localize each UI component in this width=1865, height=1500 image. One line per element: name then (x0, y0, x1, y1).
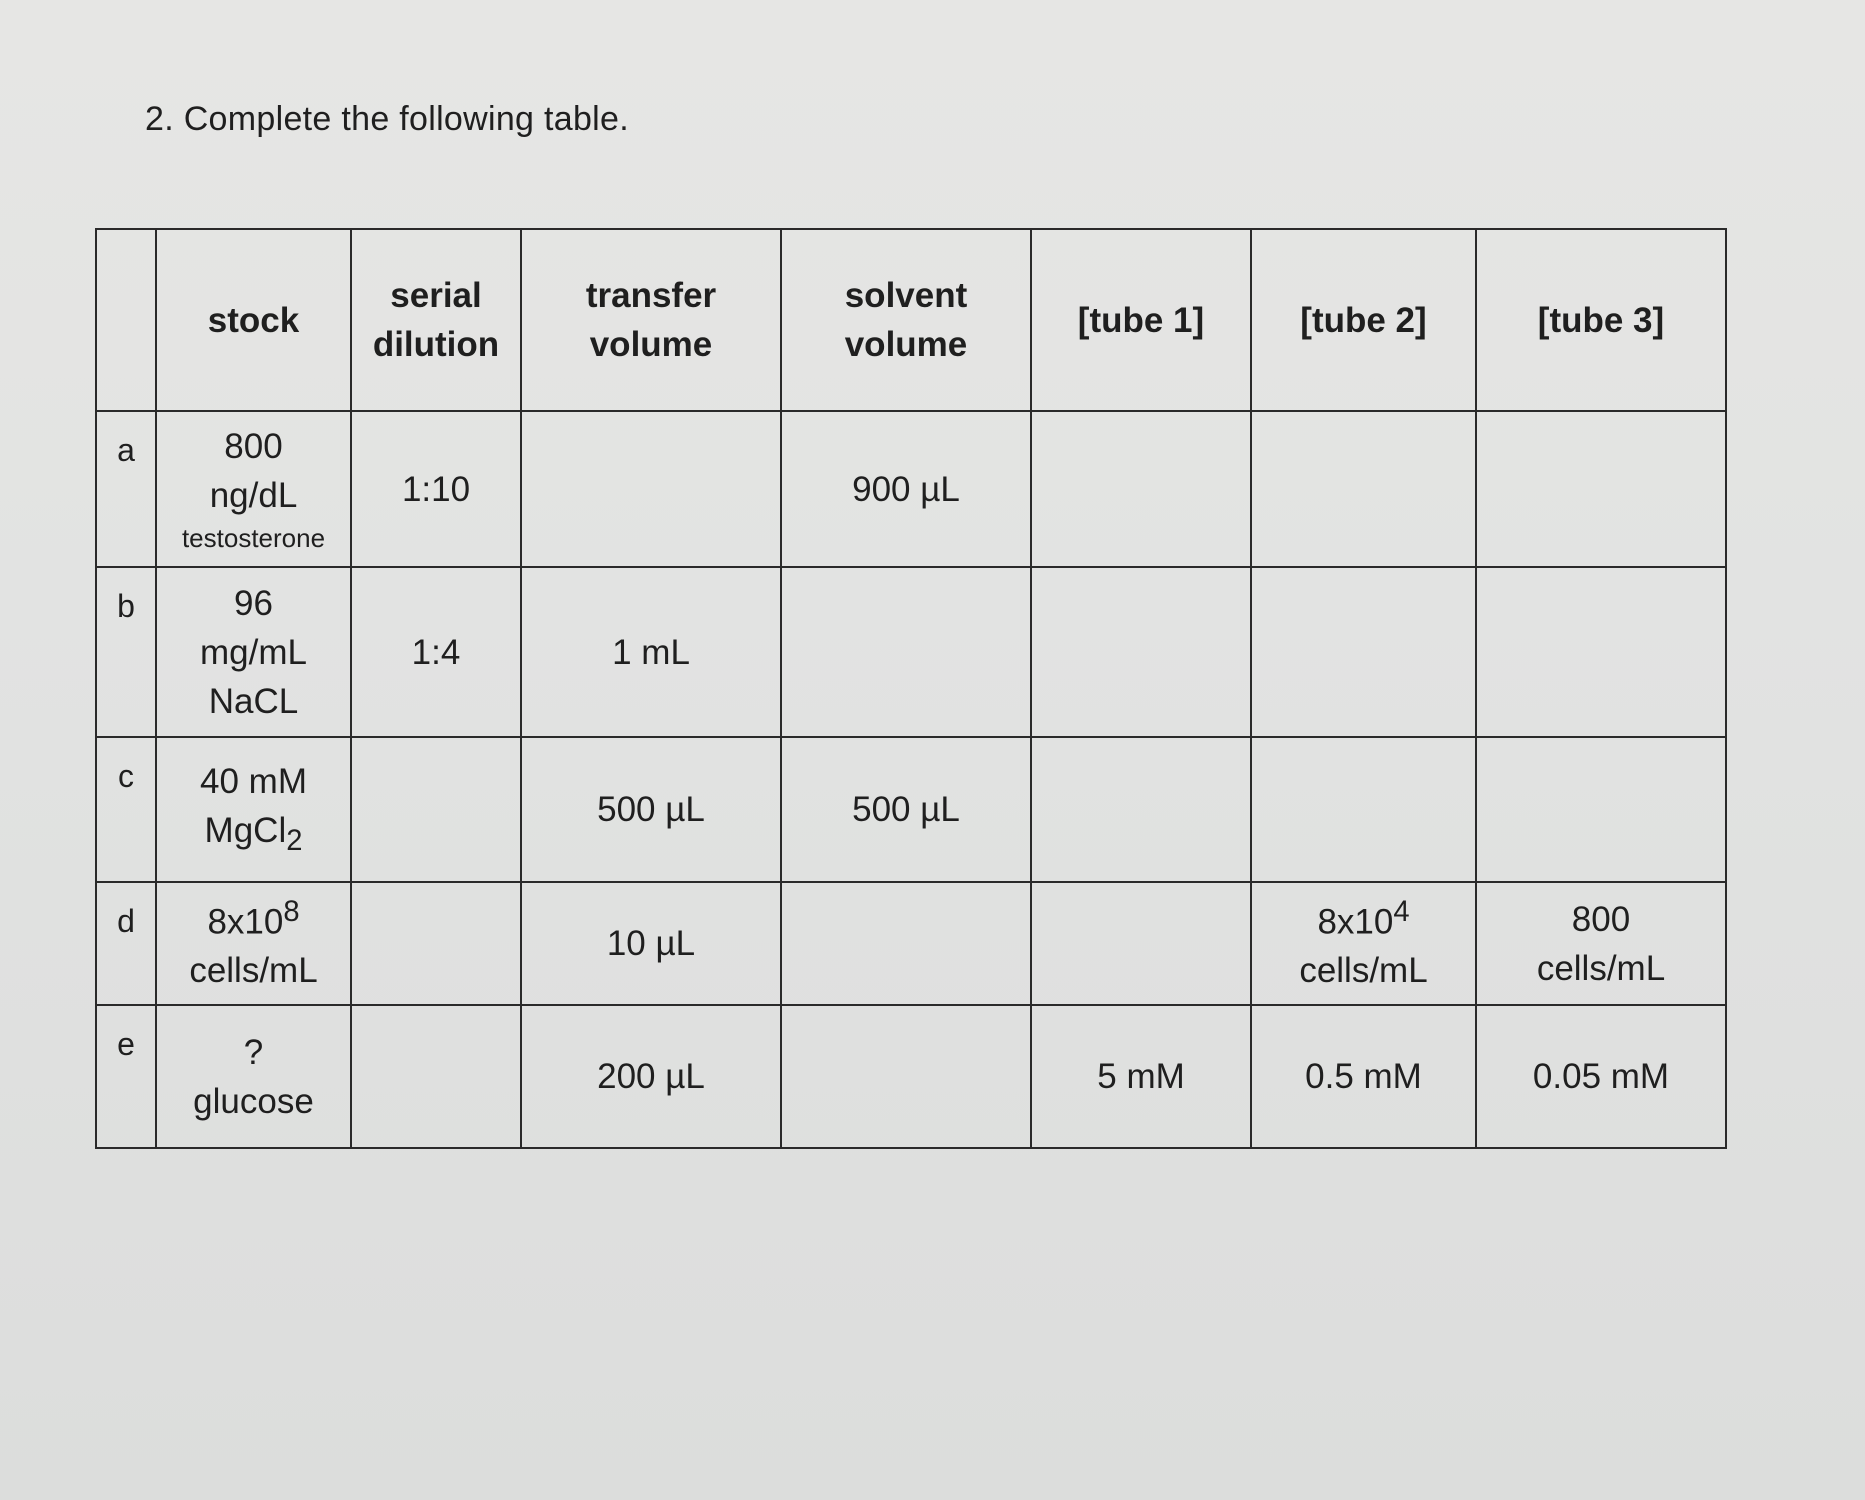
row-label-e: e (96, 1005, 156, 1148)
tube-1-cell-c[interactable] (1031, 737, 1251, 882)
header-row (96, 229, 1726, 411)
solvent-volume-cell-a[interactable]: 900 µL (781, 411, 1031, 567)
tube-2-amount-exponent: 4 (1393, 895, 1410, 928)
tube-1-cell-b[interactable] (1031, 567, 1251, 737)
tube-2-amount (1258, 892, 1469, 947)
header-tube-1: [tube 1] (1031, 229, 1251, 411)
transfer-volume-cell-d[interactable]: 10 µL (521, 882, 781, 1005)
stock-name: glucose (193, 1081, 314, 1121)
tube-2-cell-a[interactable] (1251, 411, 1476, 567)
stock-amount-base: 8x10 (207, 902, 284, 942)
stock-amount (163, 892, 344, 947)
stock-name (163, 806, 344, 862)
stock-cell-b (156, 567, 351, 737)
tube-1-cell-a[interactable] (1031, 411, 1251, 567)
tube-3-amount: 800 (1571, 899, 1631, 939)
table-row (96, 1005, 1726, 1148)
row-label-d: d (96, 882, 156, 1005)
header-transfer-volume: transfer volume (521, 229, 781, 411)
stock-cell-a (156, 411, 351, 567)
header-solvent-volume: solvent volume (781, 229, 1031, 411)
table-row (96, 411, 1726, 567)
page-title: 2. Complete the following table. (145, 100, 629, 138)
header-blank (96, 229, 156, 411)
header-tube-2: [tube 2] (1251, 229, 1476, 411)
tube-3-cell-c[interactable] (1476, 737, 1726, 882)
stock-name-subscript: 2 (286, 825, 303, 858)
tube-2-cell-e[interactable]: 0.5 mM (1251, 1005, 1476, 1148)
stock-amount: ? (243, 1032, 264, 1072)
tube-3-unit: cells/mL (1536, 948, 1666, 988)
serial-dilution-cell-c[interactable] (351, 737, 521, 882)
solvent-volume-cell-c[interactable]: 500 µL (781, 737, 1031, 882)
dilution-table (95, 228, 1727, 1149)
stock-name-base: MgCl (204, 811, 287, 851)
tube-3-cell-a[interactable] (1476, 411, 1726, 567)
stock-amount: 96 (234, 583, 273, 623)
stock-unit: mg/mL (200, 632, 307, 672)
table-row (96, 737, 1726, 882)
serial-dilution-cell-e[interactable] (351, 1005, 521, 1148)
tube-3-cell-d[interactable] (1476, 882, 1726, 1005)
stock-cell-c (156, 737, 351, 882)
serial-dilution-cell-d[interactable] (351, 882, 521, 1005)
row-label-c: c (96, 737, 156, 882)
solvent-volume-cell-e[interactable] (781, 1005, 1031, 1148)
stock-name: testosterone (181, 522, 326, 553)
serial-dilution-cell-a[interactable]: 1:10 (351, 411, 521, 567)
stock-unit: cells/mL (189, 951, 318, 991)
tube-2-cell-b[interactable] (1251, 567, 1476, 737)
tube-3-cell-b[interactable] (1476, 567, 1726, 737)
stock-cell-d (156, 882, 351, 1005)
serial-dilution-cell-b[interactable]: 1:4 (351, 567, 521, 737)
header-serial-dilution: serial dilution (351, 229, 521, 411)
stock-name: NaCL (208, 681, 299, 721)
table-row (96, 567, 1726, 737)
tube-1-cell-e[interactable]: 5 mM (1031, 1005, 1251, 1148)
stock-unit: ng/dL (209, 475, 298, 515)
stock-amount: 800 (224, 426, 283, 466)
stock-amount-exponent: 8 (283, 895, 300, 928)
table-row (96, 882, 1726, 1005)
transfer-volume-cell-a[interactable] (521, 411, 781, 567)
tube-2-unit: cells/mL (1299, 951, 1428, 991)
header-tube-3: [tube 3] (1476, 229, 1726, 411)
row-label-b: b (96, 567, 156, 737)
tube-3-cell-e[interactable]: 0.05 mM (1476, 1005, 1726, 1148)
row-label-a: a (96, 411, 156, 567)
transfer-volume-cell-e[interactable]: 200 µL (521, 1005, 781, 1148)
solvent-volume-cell-d[interactable] (781, 882, 1031, 1005)
transfer-volume-cell-c[interactable]: 500 µL (521, 737, 781, 882)
tube-2-cell-d[interactable] (1251, 882, 1476, 1005)
tube-2-amount-base: 8x10 (1317, 902, 1394, 942)
stock-amount: 40 mM (200, 762, 307, 802)
tube-1-cell-d[interactable] (1031, 882, 1251, 1005)
solvent-volume-cell-b[interactable] (781, 567, 1031, 737)
tube-2-cell-c[interactable] (1251, 737, 1476, 882)
stock-cell-e (156, 1005, 351, 1148)
header-stock: stock (156, 229, 351, 411)
transfer-volume-cell-b[interactable]: 1 mL (521, 567, 781, 737)
